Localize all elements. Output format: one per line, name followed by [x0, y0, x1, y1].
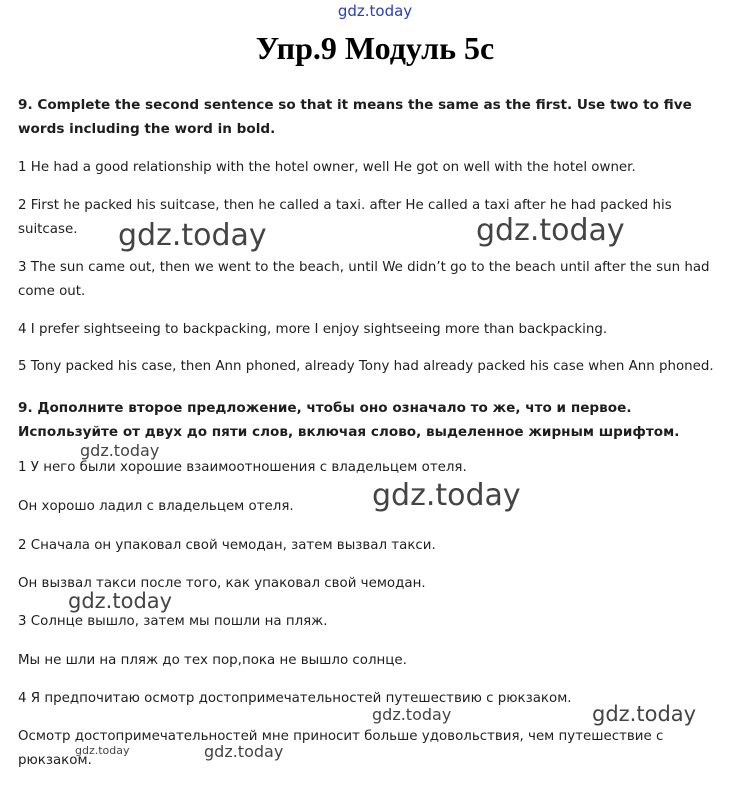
english-item-3: 3 The sun came out, then we went to the beach, until We didn’t go to the beach until after the sun had come out.	[18, 260, 710, 299]
watermark: gdz.today	[80, 441, 160, 460]
russian-line-8: Осмотр достопримечательностей мне приносит больше удовольствия, чем путешествие с рюкзаком.	[18, 729, 664, 768]
english-item-5: 5 Tony packed his case, then Ann phoned, already Tony had already packed his case when Ann phoned.	[18, 359, 714, 374]
watermark: gdz.today	[592, 702, 697, 726]
watermark: gdz.today	[476, 213, 625, 248]
watermark: gdz.today	[372, 478, 521, 513]
russian-line-7: 4 Я предпочитаю осмотр достопримечательностей путешествию с рюкзаком.	[18, 691, 572, 706]
english-instruction: 9. Complete the second sentence so that it means the same as the first. Use two to five words including the word in bold.	[18, 97, 692, 137]
russian-line-1: 1 У него были хорошие взаимоотношения с владельцем отеля.	[18, 460, 467, 475]
russian-line-5: 3 Солнце вышло, затем мы пошли на пляж.	[18, 614, 328, 629]
russian-instruction: 9. Дополните второе предложение, чтобы оно означало то же, что и первое. Используйте от двух до пяти слов, включая слово, выделенное жирным шрифтом.	[18, 400, 680, 440]
english-item-4: 4 I prefer sightseeing to backpacking, more I enjoy sightseeing more than backpacking.	[18, 322, 608, 337]
russian-line-2: Он хорошо ладил с владельцем отеля.	[18, 499, 294, 514]
watermark: gdz.today	[75, 744, 130, 757]
russian-line-6: Мы не шли на пляж до тех пор,пока не вышло солнце.	[18, 653, 407, 668]
russian-line-4: Он вызвал такси после того, как упаковал свой чемодан.	[18, 576, 426, 591]
watermark: gdz.today	[118, 218, 267, 253]
watermark: gdz.today	[372, 705, 452, 724]
watermark-top: gdz.today	[337, 2, 413, 20]
english-item-2: 2 First he packed his suitcase, then he called a taxi. after He called a taxi after he had packed his suitcase.	[18, 198, 672, 237]
page-title: Упр.9 Модуль 5c	[255, 30, 495, 66]
russian-line-3: 2 Сначала он упаковал свой чемодан, затем вызвал такси.	[18, 538, 436, 553]
watermark: gdz.today	[68, 589, 173, 613]
english-item-1: 1 He had a good relationship with the hotel owner, well He got on well with the hotel owner.	[18, 160, 636, 175]
watermark: gdz.today	[204, 742, 284, 761]
